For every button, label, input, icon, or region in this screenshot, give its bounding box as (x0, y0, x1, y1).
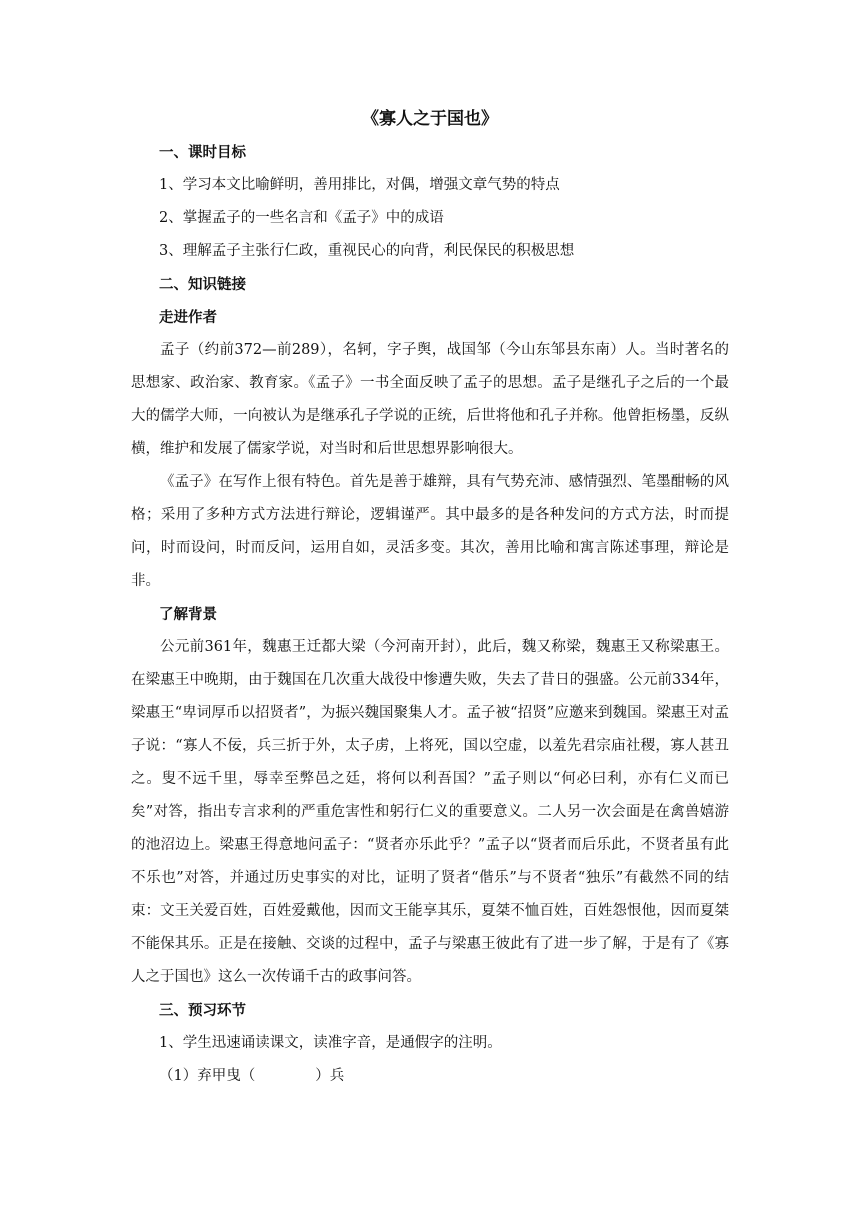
section-heading-preview: 三、预习环节 (159, 1002, 246, 1019)
author-paragraph-2: 《孟子》在写作上很有特色。首先是善于雄辩，具有气势充沛、感情强烈、笔墨酣畅的风格；采用了多种方式方法进行辩论，逻辑谨严。其中最多的是各种发问的方式方法，时而提问，时而设问，时而反问，运用自如，灵活多变。其次，善用比喻和寓言陈述事理，辩论是非。 (131, 474, 729, 589)
author-paragraph-1: 孟子（约前372—前289），名轲，字子舆，战国邹（今山东邹县东南）人。当时著名的思想家、政治家、教育家。《孟子》一书全面反映了孟子的思想。孟子是继孔子之后的一个最大的儒学大师，一向被认为是继承孔子学说的正统，后世将他和孔子并称。他曾拒杨墨，反纵横，维护和发展了儒家学说，对当时和后世思想界影响很大。 (131, 342, 729, 457)
preview-item: 1、学生迅速诵读课文，读准字音，是通假字的注明。 (159, 1035, 502, 1051)
objective-item: 3、理解孟子主张行仁政，重视民心的向背，利民保民的积极思想 (159, 243, 575, 259)
document-body (131, 102, 729, 1093)
preview-subitem-suffix: ）兵 (315, 1068, 345, 1084)
section-heading-objectives: 一、课时目标 (159, 144, 246, 161)
preview-subitem-prefix: （1）弃甲曳（ (159, 1068, 256, 1084)
subheading-author: 走进作者 (159, 309, 217, 326)
section-heading-knowledge: 二、知识链接 (159, 276, 246, 293)
objective-item: 2、掌握孟子的一些名言和《孟子》中的成语 (159, 210, 444, 226)
preview-subitem (131, 1060, 729, 1093)
objective-item: 1、学习本文比喻鲜明，善用排比，对偶，增强文章气势的特点 (159, 177, 560, 193)
subheading-background: 了解背景 (159, 606, 217, 623)
background-paragraph: 公元前361年，魏惠王迁都大梁（今河南开封），此后，魏又称梁，魏惠王又称梁惠王。在梁惠王中晚期，由于魏国在几次重大战役中惨遭失败，失去了昔日的强盛。公元前334年，梁惠王“卑词厚币以招贤者”，为振兴魏国聚集人才。孟子被“招贤”应邀来到魏国。梁惠王对孟子说：“寡人不佞，兵三折于外，太子虏，上将死，国以空虚，以羞先君宗庙社稷，寡人甚丑之。叟不远千里，辱幸至弊邑之廷，将何以利吾国？”孟子则以“何必曰利，亦有仁义而已矣”对答，指出专言求利的严重危害性和躬行仁义的重要意义。二人另一次会面是在禽兽嬉游的池沼边上。梁惠王得意地问孟子：“贤者亦乐此乎？”孟子以“贤者而后乐此，不贤者虽有此不乐也”对答，并通过历史事实的对比，证明了贤者“偕乐”与不贤者“独乐”有截然不同的结束：文王关爱百姓，百姓爱戴他，因而文王能享其乐，夏桀不恤百姓，百姓怨恨他，因而夏桀不能保其乐。正是在接触、交谈的过程中，孟子与梁惠王彼此有了进一步了解，于是有了《寡人之于国也》这么一次传诵千古的政事问答。 (131, 639, 729, 985)
document-title: 《寡人之于国也》 (362, 109, 498, 129)
